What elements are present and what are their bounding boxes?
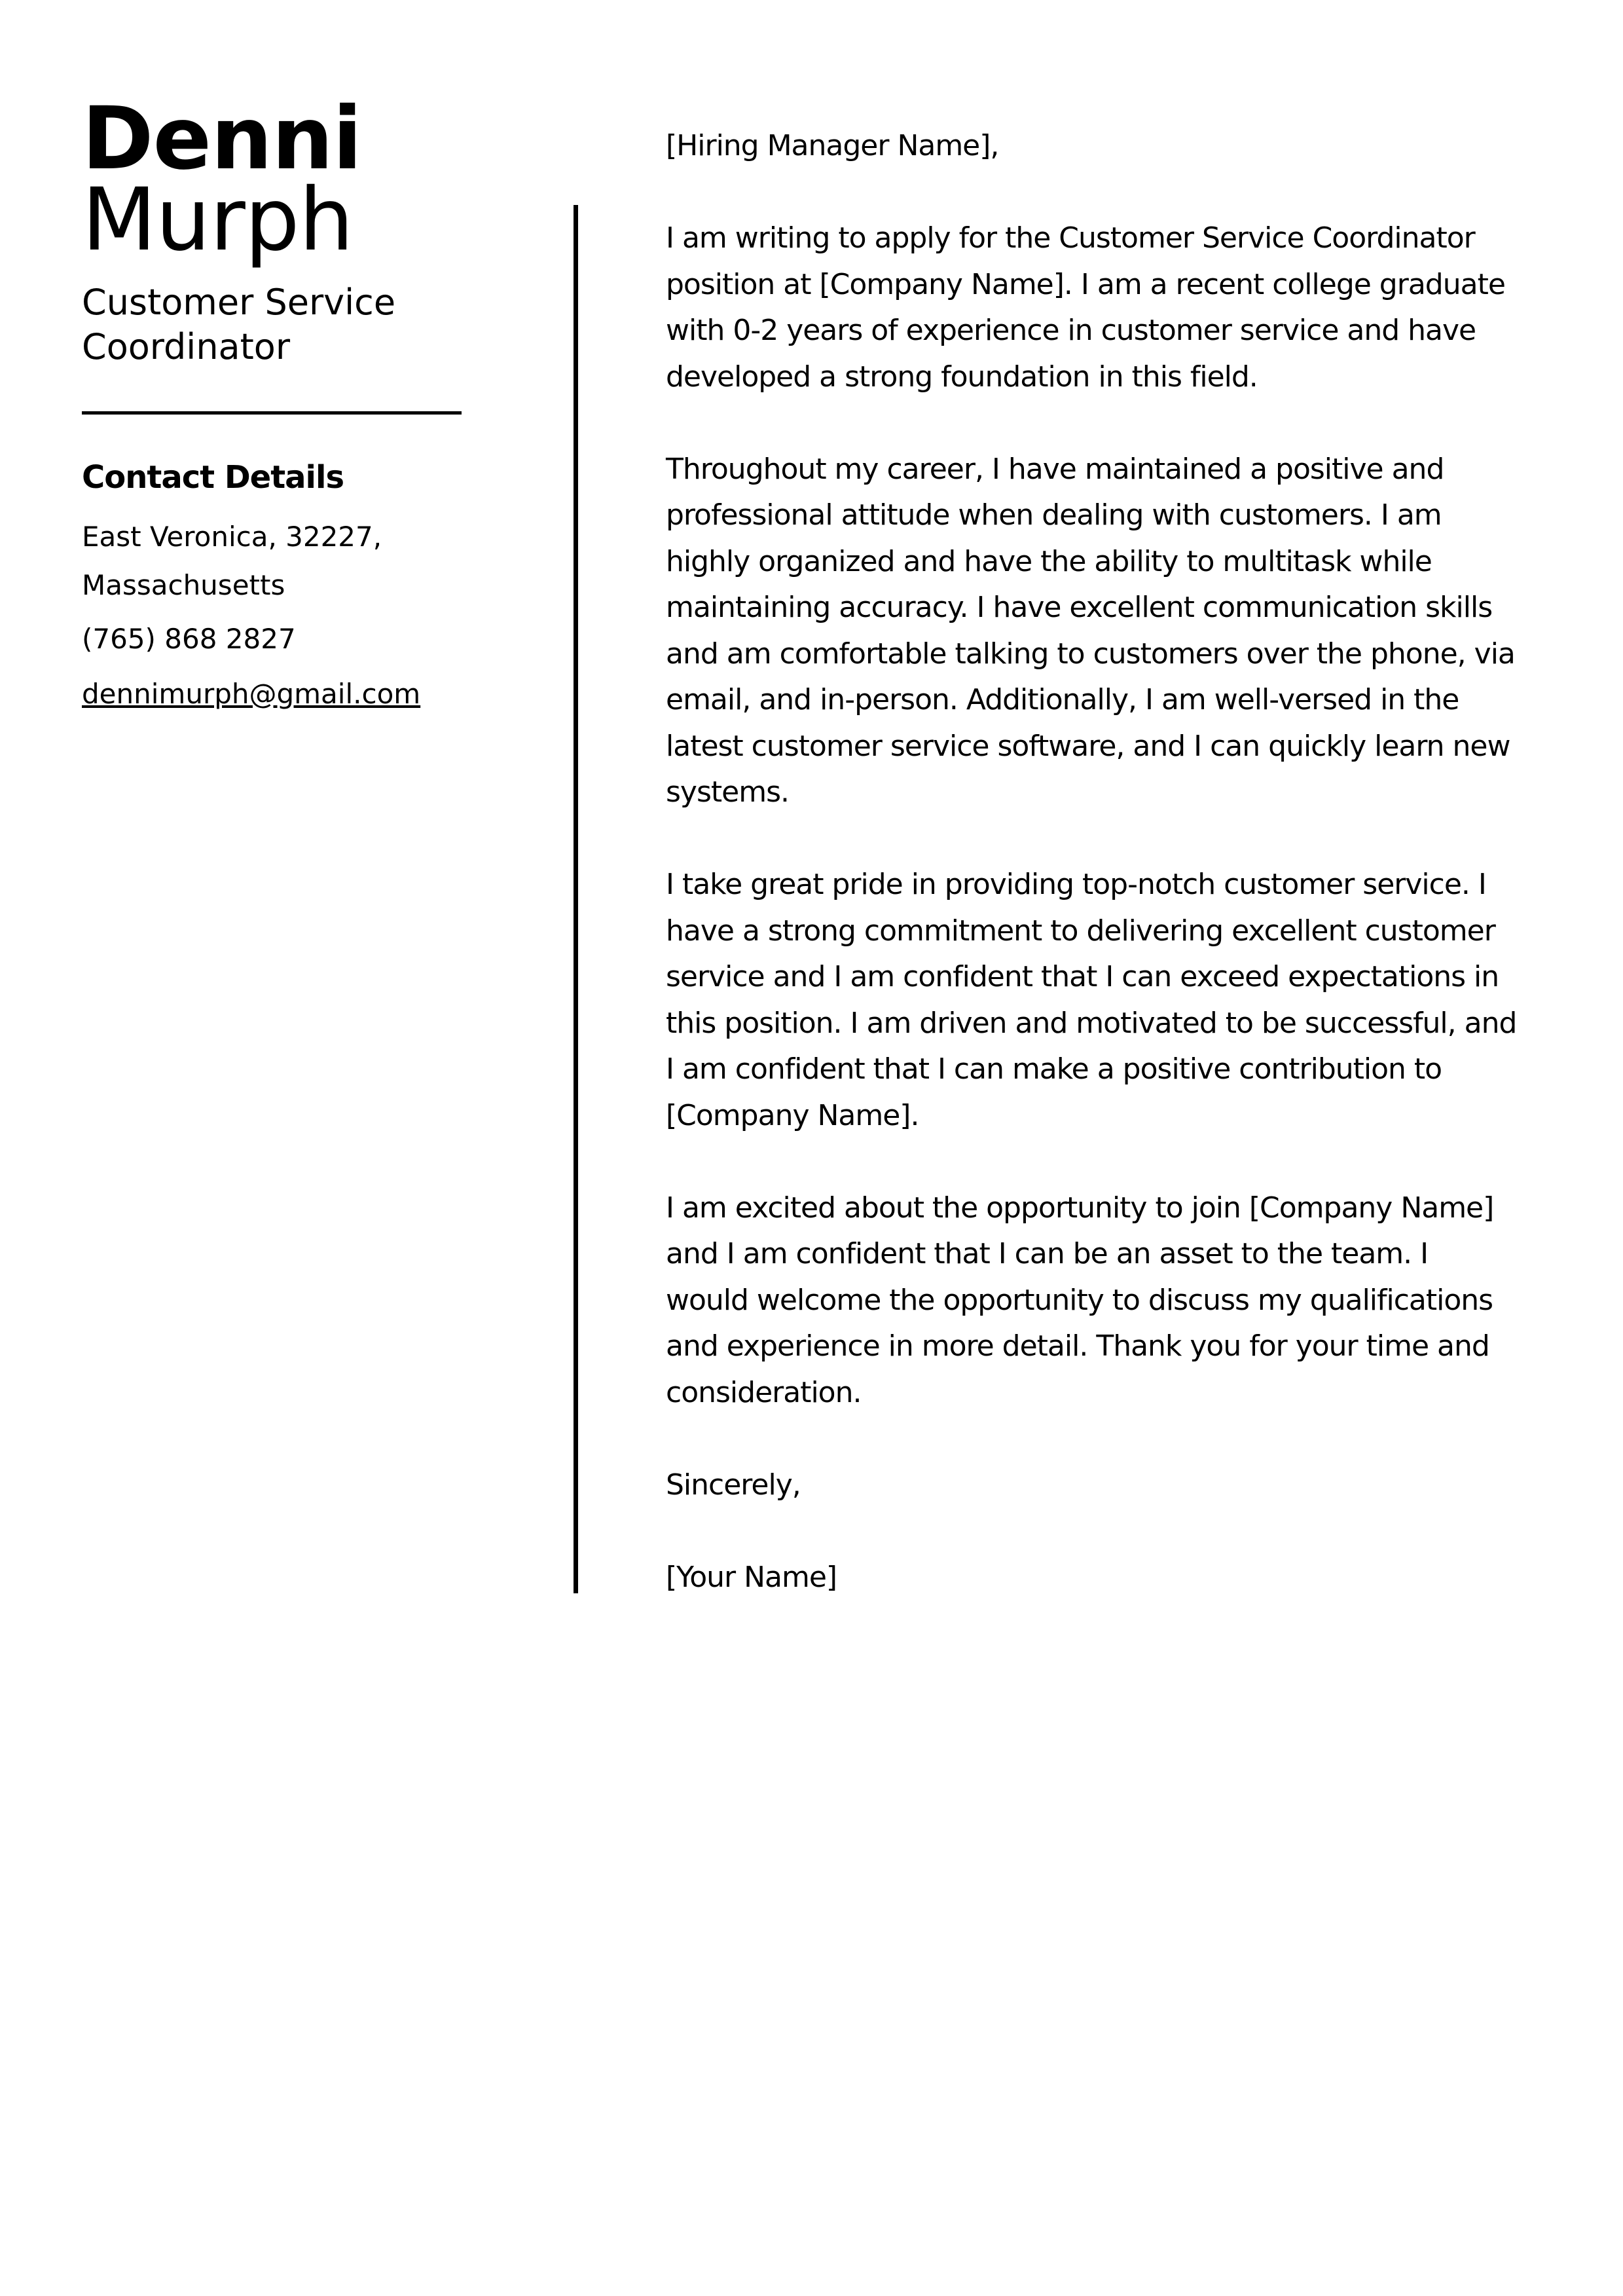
letter-signature: [Your Name]: [666, 1560, 837, 1594]
contact-heading: Contact Details: [82, 459, 344, 496]
sidebar: [82, 88, 475, 717]
letter-paragraph-1: I am writing to apply for the Customer Service Coordinator position at [Company Name]. I am a recent college graduate with 0-2 years of experience in customer service and have developed a strong foundation in this field.: [666, 221, 1505, 394]
contact-address: East Veronica, 32227, Massachusetts: [82, 521, 382, 601]
job-title: Customer Service Coordinator: [82, 282, 396, 367]
letter-paragraph-4: I am excited about the opportunity to join [Company Name] and I am confident that I can be an asset to the team. I would welcome the opportunity to discuss my qualifications and experience in more detail. Thank you for your time and consideration.: [666, 1191, 1494, 1409]
vertical-divider: [574, 205, 578, 1593]
letter-closing: Sincerely,: [666, 1468, 801, 1502]
contact-phone: (765) 868 2827: [82, 623, 296, 655]
letter-body: [666, 123, 1517, 1601]
first-name: Denni: [82, 88, 362, 189]
last-name: Murph: [82, 170, 354, 270]
letter-paragraph-3: I take great pride in providing top-notch customer service. I have a strong commitment to delivering excellent customer service and I am confident that I can exceed expectations in this position. I am driven and motivated to be successful, and I am confident that I can make a positive contribution to [Company Name].: [666, 868, 1517, 1132]
letter-salutation: [Hiring Manager Name],: [666, 129, 999, 162]
candidate-name: [82, 88, 475, 270]
header-divider: [82, 411, 462, 415]
contact-email-link[interactable]: dennimurph@gmail.com: [82, 678, 421, 710]
letter-paragraph-2: Throughout my career, I have maintained a positive and professional attitude when dealing with customers. I am highly organized and have the ability to multitask while maintaining accuracy. I have excellent communication skills and am comfortable talking to customers over the phone, via email, and in-person. Additionally, I am well-versed in the latest customer service software, and I can quickly learn new systems.: [666, 452, 1515, 809]
